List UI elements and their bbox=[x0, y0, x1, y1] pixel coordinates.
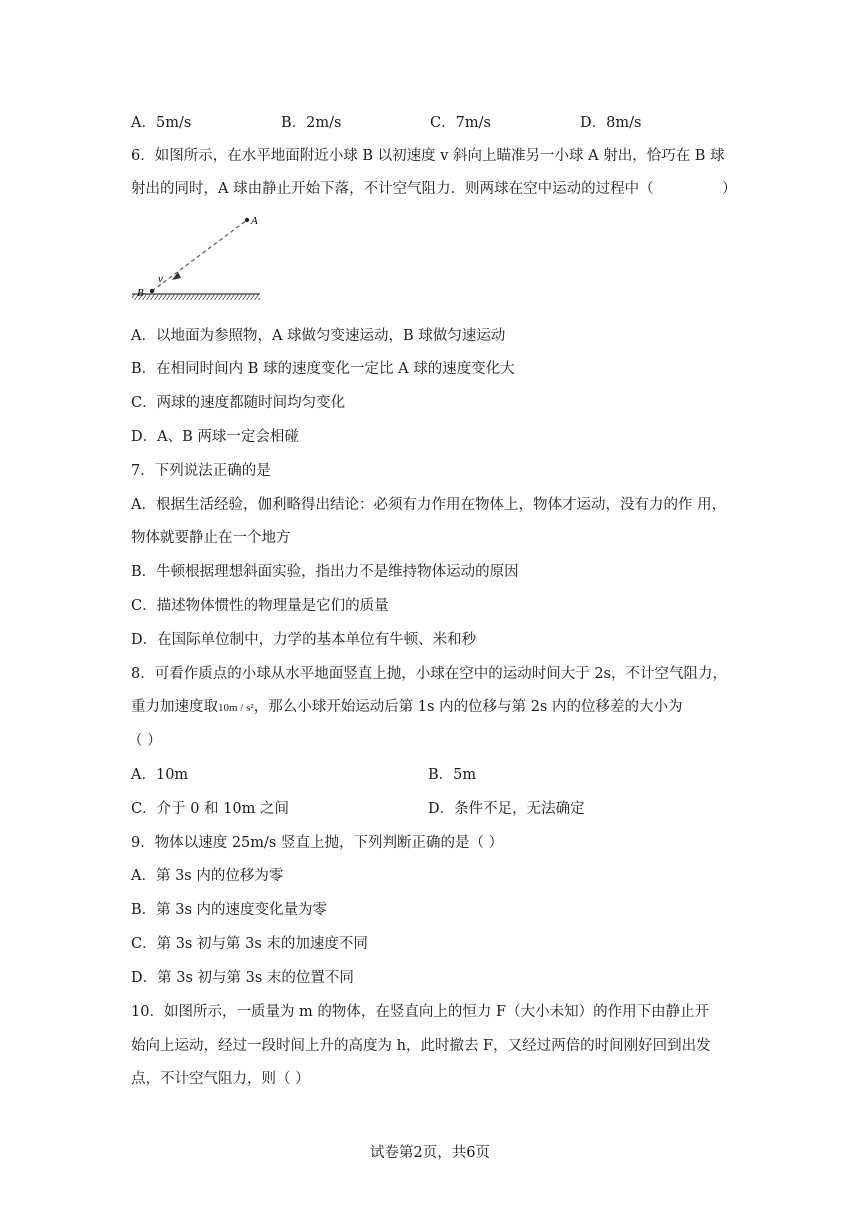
q6-answer-paren-close: ） bbox=[722, 181, 737, 197]
q8-stem-line2-pre: 重力加速度取 bbox=[131, 699, 218, 715]
q9-option-c: C．第 3s 初与第 3s 末的加速度不同 bbox=[131, 936, 368, 952]
q5-option-b: B．2m/s bbox=[281, 115, 342, 131]
q6-stem-line2-text: 射出的同时，A 球由静止开始下落，不计空气阻力．则两球在空中运动的过程中（ bbox=[131, 181, 654, 197]
q7-option-c: C．描述物体惯性的物理量是它们的质量 bbox=[131, 598, 389, 614]
q8-option-b: B．5m bbox=[428, 767, 477, 783]
q5-option-c: C．7m/s bbox=[430, 115, 491, 131]
ball-a bbox=[245, 218, 249, 222]
q6-option-a: A．以地面为参照物，A 球做匀变速运动，B 球做匀速运动 bbox=[131, 328, 506, 344]
q9-option-d: D．第 3s 初与第 3s 末的位置不同 bbox=[131, 970, 354, 986]
q10-stem-line2: 始向上运动，经过一段时间上升的高度为 h，此时撤去 F，又经过两倍的时间刚好回到出发 bbox=[131, 1038, 711, 1054]
q6-option-d: D．A、B 两球一定会相碰 bbox=[131, 429, 299, 445]
q7-stem: 7．下列说法正确的是 bbox=[131, 463, 271, 479]
q6-figure bbox=[128, 208, 262, 312]
q7-option-d: D．在国际单位制中，力学的基本单位有牛顿、米和秒 bbox=[131, 632, 477, 648]
q7-option-a-line2: 物体就要静止在一个地方 bbox=[131, 530, 291, 546]
label-a: A bbox=[251, 215, 258, 227]
label-v: v bbox=[158, 273, 163, 285]
label-b: B bbox=[137, 287, 144, 299]
q8-stem-line1: 8．可看作质点的小球从水平地面竖直上抛，小球在空中的运动时间大于 2s，不计空气阻力， bbox=[131, 666, 727, 682]
q8-stem-line2-post: ，那么小球开始运动后第 1s 内的位移与第 2s 内的位移差的大小为 bbox=[253, 699, 683, 715]
q7-option-a-line1: A．根据生活经验，伽利略得出结论：必须有力作用在物体上，物体才运动，没有力的作 用， bbox=[131, 497, 727, 513]
q8-answer-paren: （ ） bbox=[128, 733, 162, 749]
q5-option-a: A．5m/s bbox=[131, 115, 192, 131]
q6-stem-line1: 6．如图所示，在水平地面附近小球 B 以初速度 v 斜向上瞄准另一小球 A 射出，恰巧在 B 球 bbox=[131, 148, 725, 164]
q6-option-b: B．在相同时间内 B 球的速度变化一定比 A 球的速度变化大 bbox=[131, 361, 515, 377]
q8-gravity-formula: 10m / s² bbox=[218, 702, 254, 714]
q10-stem-line1: 10．如图所示，一质量为 m 的物体，在竖直向上的恒力 F（大小未知）的作用下由静止开 bbox=[131, 1004, 710, 1020]
q8-option-c: C．介于 0 和 10m 之间 bbox=[131, 801, 289, 817]
q8-option-d: D．条件不足，无法确定 bbox=[428, 801, 585, 817]
q9-option-a: A．第 3s 内的位移为零 bbox=[131, 868, 284, 884]
q8-option-a: A．10m bbox=[131, 767, 189, 783]
page-footer: 试卷第2页，共6页 bbox=[370, 1145, 490, 1161]
ball-b bbox=[150, 289, 154, 293]
trajectory-dashed-line bbox=[152, 220, 247, 291]
q9-stem: 9．物体以速度 25m/s 竖直上抛，下列判断正确的是（ ） bbox=[131, 835, 504, 851]
q10-stem-line3: 点，不计空气阻力，则（ ） bbox=[131, 1071, 310, 1087]
q5-option-d: D．8m/s bbox=[580, 115, 642, 131]
q7-option-b: B．牛顿根据理想斜面实验，指出力不是维持物体运动的原因 bbox=[131, 564, 519, 580]
ground-hatch bbox=[132, 294, 260, 300]
q8-stem-line2 bbox=[131, 697, 682, 718]
q6-stem-line2 bbox=[131, 179, 654, 199]
q6-option-c: C．两球的速度都随时间均匀变化 bbox=[131, 395, 346, 411]
q9-option-b: B．第 3s 内的速度变化量为零 bbox=[131, 902, 328, 918]
